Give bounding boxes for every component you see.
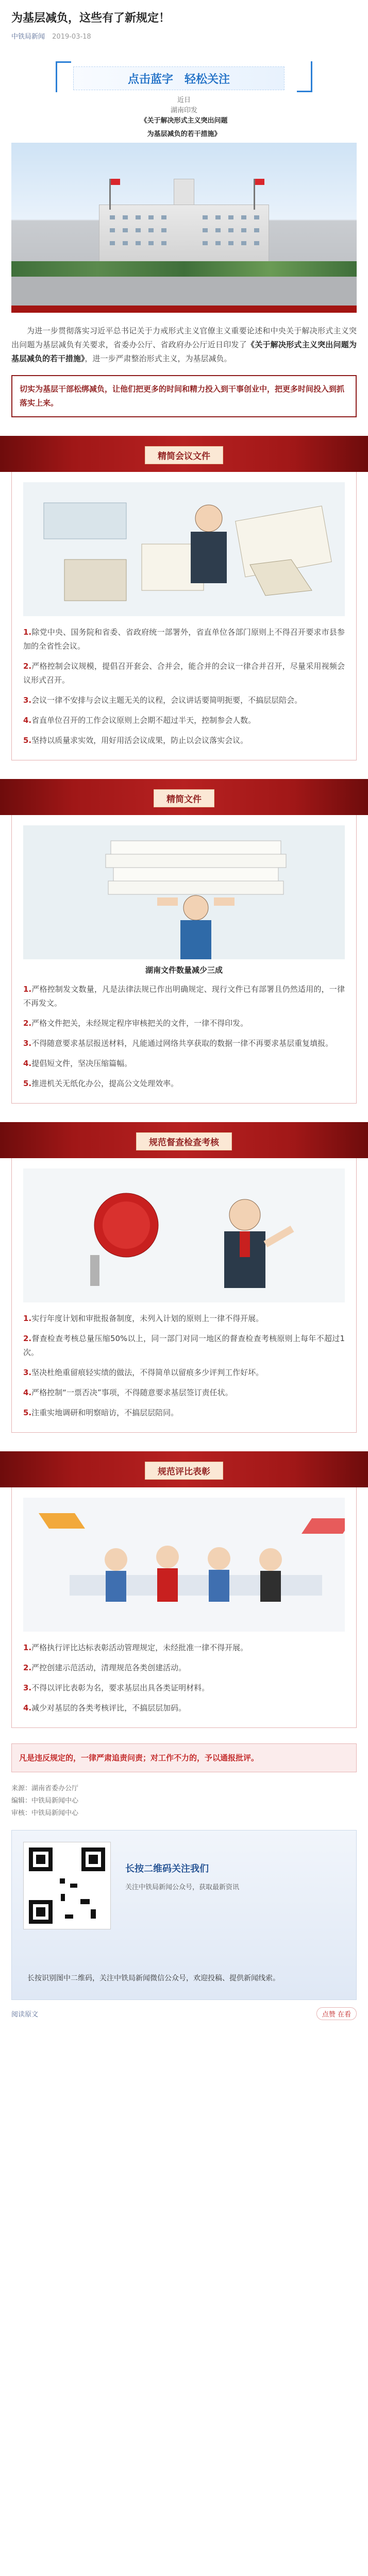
list-item: 2.严格控制会议规模，提倡召开套会、合并会，能合并的会议一律合并召开，尽量采用视频会议形式召开。 [23,662,345,685]
list-item: 5.坚持以质量求实效，用好用活会议成果，防止以会议落实会议。 [23,736,248,745]
banner-bracket-right [297,61,312,92]
follow-banner [11,51,357,128]
list-item: 1.严格控制发文数量，凡是法律法规已作出明确规定、现行文件已有部署且仍然适用的，一律不再发文。 [23,985,345,1008]
credit-line: 审核：中铁局新闻中心 [11,1809,79,1817]
source-line: 为基层减负的若干措施》 [147,130,221,138]
publish-date: 2019-03-18 [52,33,91,41]
section-title: 规范督查检查考核 [136,1132,232,1150]
qr-footer-card [11,1830,357,2000]
list-item: 4.严格控制“一票否决”事项，不得随意要求基层签订责任状。 [23,1388,233,1397]
account-name[interactable]: 中铁局新闻 [11,33,45,41]
source-line: 《关于解决形式主义突出问题 [140,117,228,125]
footer-subtitle: 关注中铁局新闻公众号，获取最新资讯 [125,1884,240,1891]
list-item: 3.不得随意要求基层报送材料，凡能通过网络共享获取的数据一律不再要求基层重复填报。 [23,1039,333,1048]
list-item: 2.严格文件把关，未经规定程序审核把关的文件，一律不得印发。 [23,1019,248,1028]
section-band-inspection [0,1122,368,1158]
list-item: 2.督查检查考核总量压缩50%以上，同一部门对同一地区的督查检查考核原则上每年不超过1次。 [23,1334,345,1357]
article-title: 为基层减负，这些有了新规定！ [11,12,171,25]
section-awards [11,1487,357,1728]
list-item: 4.省直单位召开的工作会议原则上会期不超过半天，控制参会人数。 [23,716,256,725]
source-line: 湖南印发 [170,107,197,114]
list-item: 1.除党中央、国务院和省委、省政府统一部署外，省直单位各部门原则上不得召开要求市县参加的全省性会议。 [23,628,345,651]
credit-line: 编辑：中铁局新闻中心 [11,1797,79,1805]
documents-illustration [23,825,345,959]
warning-banner: 凡是违反规定的，一律严肃追责问责；对工作不力的，予以通报批评。 [11,1743,357,1772]
government-building-photo [11,143,357,313]
section-title: 规范评比表彰 [145,1462,223,1480]
source-intro-end [0,129,368,140]
meeting-illustration [23,482,345,616]
list-item: 4.提倡短文件，坚决压缩篇幅。 [23,1059,132,1068]
follow-label: 点击蓝字 轻松关注 [127,73,230,86]
section-title: 精简文件 [154,789,214,807]
follow-ribbon[interactable] [73,66,285,90]
article-actions [11,2007,357,2020]
section-inspection [11,1158,357,1433]
section-documents [11,815,357,1104]
list-item: 4.减少对基层的各类考核评比，不搞层层加码。 [23,1703,187,1713]
list-item: 1.严格执行评比达标表彰活动管理规定，未经批准一律不得开展。 [23,1643,248,1652]
section-caption: 湖南文件数量减少三成 [145,965,223,975]
intro-text: 为进一步贯彻落实习近平总书记关于力戒形式主义官僚主义重要论述和中央关于解决形式主义突出问题为基层减负有关要求，省委办公厅、省政府办公厅近日印发了 [11,326,357,349]
intro-doc-title: 《关于解决形式主义突出问题为基层减负的若干措施》 [11,340,357,363]
credit-line: 来源：湖南省委办公厅 [11,1785,79,1792]
red-strip [11,306,357,313]
footer-title: 长按二维码关注我们 [125,1863,209,1874]
list-item: 1.实行年度计划和审批报备制度，未列入计划的原则上一律不得开展。 [23,1314,264,1323]
section-band-documents [0,779,368,815]
section-band-awards [0,1451,368,1487]
section-meetings [11,472,357,760]
flag [111,179,120,185]
list-item: 3.坚决杜绝重留痕轻实绩的做法，不得简单以留痕多少评判工作好坏。 [23,1368,264,1377]
section-band-meetings [0,436,368,472]
qr-code[interactable] [23,1842,111,1929]
flag [255,179,264,185]
intro-paragraph [0,324,368,366]
source-line: 近日 [177,96,191,104]
tree-line [11,261,357,277]
read-original-link[interactable]: 阅读原文 [11,2011,39,2019]
list-item: 2.严控创建示范活动，清理规范各类创建活动。 [23,1663,187,1672]
article-meta [11,31,357,41]
like-button[interactable]: 点赞 在看 [316,2007,357,2020]
source-intro [11,95,357,126]
assessment-illustration [23,1168,345,1302]
awards-illustration [23,1498,345,1632]
credits [11,1783,357,1820]
list-item: 5.注重实地调研和明察暗访，不搞层层陪同。 [23,1408,179,1417]
key-callout: 切实为基层干部松绑减负，让他们把更多的时间和精力投入到干事创业中，把更多时间投入到抓落实上来。 [11,375,357,417]
intro-text-end: ，进一步严肃整治形式主义，为基层减负。 [85,354,232,363]
article-header [0,0,368,46]
section-title: 精简会议文件 [145,446,223,464]
list-item: 5.推进机关无纸化办公，提高公文处理效率。 [23,1079,179,1088]
footer-note: 长按识别图中二维码，关注中铁局新闻微信公众号，欢迎投稿、提供新闻线索。 [27,1974,280,1982]
list-item: 3.不得以评比表彰为名，要求基层出具各类证明材料。 [23,1683,210,1692]
banner-bracket-left [56,61,71,92]
list-item: 3.会议一律不安排与会议主题无关的议程，会议讲话要简明扼要，不搞层层陪会。 [23,696,303,705]
